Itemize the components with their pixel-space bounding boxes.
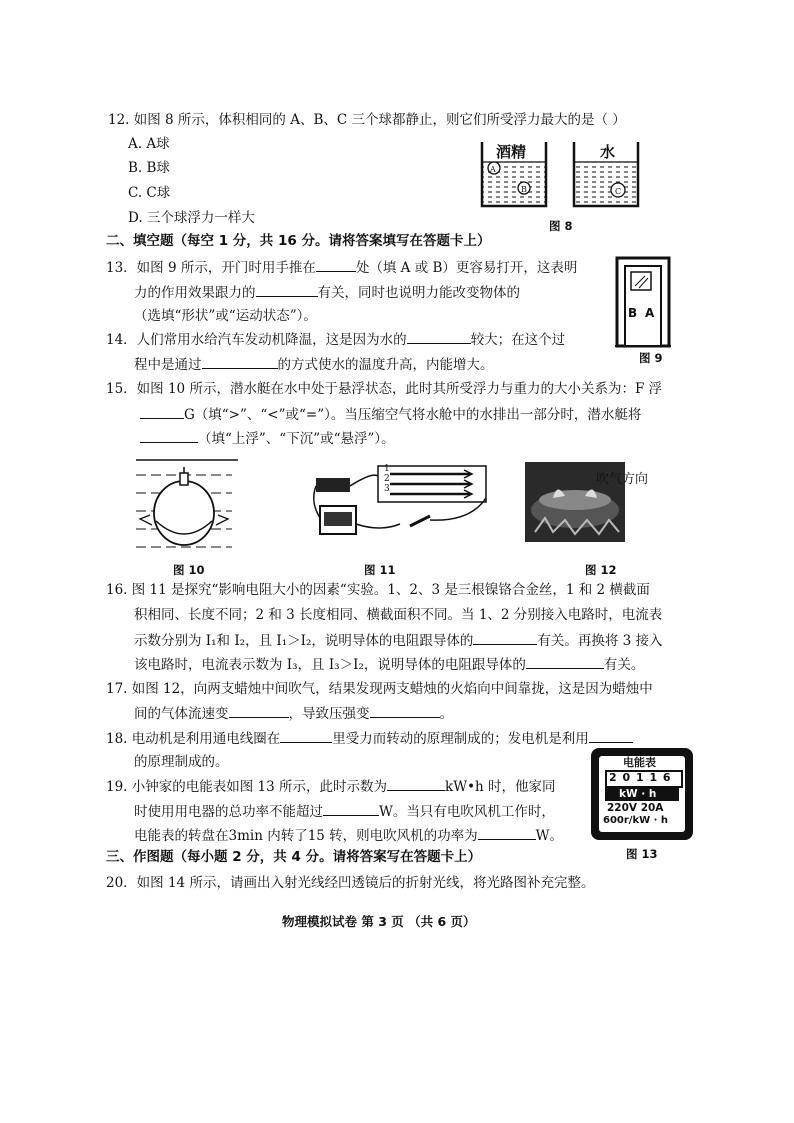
fig9-caption: 图 9 [639, 351, 663, 365]
q15-line2: G（填“>”、“<”或“=”）。当压缩空气将水舱中的水排出一部分时，潜水艇将 [140, 404, 641, 425]
q13-line1: 13．如图 9 所示，开门时用手推在 处（填 A 或 B）更容易打开，这表明 [106, 257, 577, 278]
fig11-wire-2: 2 [384, 474, 390, 484]
q16-line3: 示数分别为 I₁和 I₂，且 I₁＞I₂，说明导体的电阻跟导体的 有关。再换将 3 接入 [134, 630, 663, 651]
fig8-ball-c-label: C [615, 187, 622, 196]
q16-line4: 该电路时，电流表示数为 I₃，且 I₃＞I₂，说明导体的电阻跟导体的 有关。 [134, 654, 644, 675]
fig11-caption: 图 11 [364, 563, 396, 577]
fig8-caption: 图 8 [549, 219, 573, 233]
q12-option-d: D. 三个球浮力一样大 [128, 210, 255, 226]
q14-line2: 程中是通过 的方式使水的温度升高，内能增大。 [134, 354, 494, 375]
meter-spec-rating: 220V 20A [607, 802, 664, 814]
fig8-label-alcohol: 酒精 [496, 143, 527, 161]
meter-unit: kW · h [619, 788, 657, 800]
fig10-caption: 图 10 [173, 563, 205, 577]
q18-line2: 的原理制成的。 [134, 754, 229, 770]
figure-10-submarine [132, 455, 244, 555]
q17-line2: 间的气体流速变 ，导致压强变 。 [134, 703, 453, 724]
q15-line1: 15．如图 10 所示，潜水艇在水中处于悬浮状态，此时其所受浮力与重力的大小关系为：F 浮 [106, 381, 663, 397]
q14-line1: 14．人们常用水给汽车发动机降温，这是因为水的 较大；在这个过 [106, 329, 565, 350]
fig12-caption: 图 12 [585, 563, 617, 577]
meter-reading: 2 0 1 1 6 [609, 771, 672, 784]
q19-line1: 19. 小钟家的电能表如图 13 所示，此时示数为 kW•h 时，他家同 [106, 776, 556, 797]
q13-line2: 力的作用效果跟力的 有关，同时也说明力能改变物体的 [134, 282, 520, 303]
fig8-ball-b-label: B [521, 185, 527, 194]
meter-spec-revolutions: 600r/kW · h [603, 815, 669, 826]
figure-11-circuit [310, 462, 490, 542]
meter-title: 电能表 [623, 756, 656, 769]
q12-option-b: B. B球 [128, 160, 170, 176]
q19-line2: 时使用用电器的总功率不能超过 W。当只有电吹风机工作时， [134, 801, 555, 822]
figure-13-electric-meter [591, 748, 693, 840]
page-footer: 物理模拟试卷 第 3 页 （共 6 页） [282, 914, 476, 929]
section-3-heading: 三、作图题（每小题 2 分，共 4 分。请将答案写在答题卡上） [106, 849, 482, 865]
q15-line3: （填“上浮”、“下沉”或“悬浮”）。 [140, 428, 395, 449]
fig13-caption: 图 13 [626, 847, 658, 861]
fig9-point-a: A [645, 306, 655, 320]
q18-line1: 18. 电动机是利用通电线圈在 里受力而转动的原理制成的；发电机是利用 [106, 728, 633, 749]
fig11-wire-3: 3 [384, 484, 390, 494]
q12-option-a: A. A球 [128, 136, 170, 152]
figure-9-door [615, 256, 671, 348]
q12-stem: 12. 如图 8 所示，体积相同的 A、B、C 三个球都静止，则它们所受浮力最大的是（ ） [108, 112, 626, 128]
fig12-blow-direction: 吹气方向 [596, 472, 649, 487]
q13-line3: （选填“形状”或“运动状态”）。 [134, 308, 317, 324]
q17-line1: 17. 如图 12，向两支蜡烛中间吹气，结果发现两支蜡烛的火焰向中间靠拢，这是因为蜡烛中 [106, 681, 653, 697]
q12-option-c: C. C球 [128, 185, 171, 201]
q19-line3: 电能表的转盘在3min 内转了15 转，则电吹风机的功率为 W。 [134, 825, 563, 846]
fig11-wire-1: 1 [384, 464, 390, 474]
q16-line1: 16. 图 11 是探究“影响电阻大小的因素“实验。1、2、3 是三根镍铬合金丝，1 和 2 横截面 [106, 582, 650, 598]
fig8-ball-a-label: A [490, 165, 496, 174]
section-2-heading: 二、填空题（每空 1 分，共 16 分。请将答案填写在答题卡上） [106, 233, 491, 249]
fig9-point-b: B [628, 306, 638, 320]
fig8-label-water: 水 [600, 143, 616, 161]
q16-line2: 积相同、长度不同；2 和 3 长度相同、横截面积不同。当 1、2 分别接入电路时，电流表 [134, 607, 663, 623]
q20-text: 20．如图 14 所示，请画出入射光线经凹透镜后的折射光线，将光路图补充完整。 [106, 875, 595, 891]
